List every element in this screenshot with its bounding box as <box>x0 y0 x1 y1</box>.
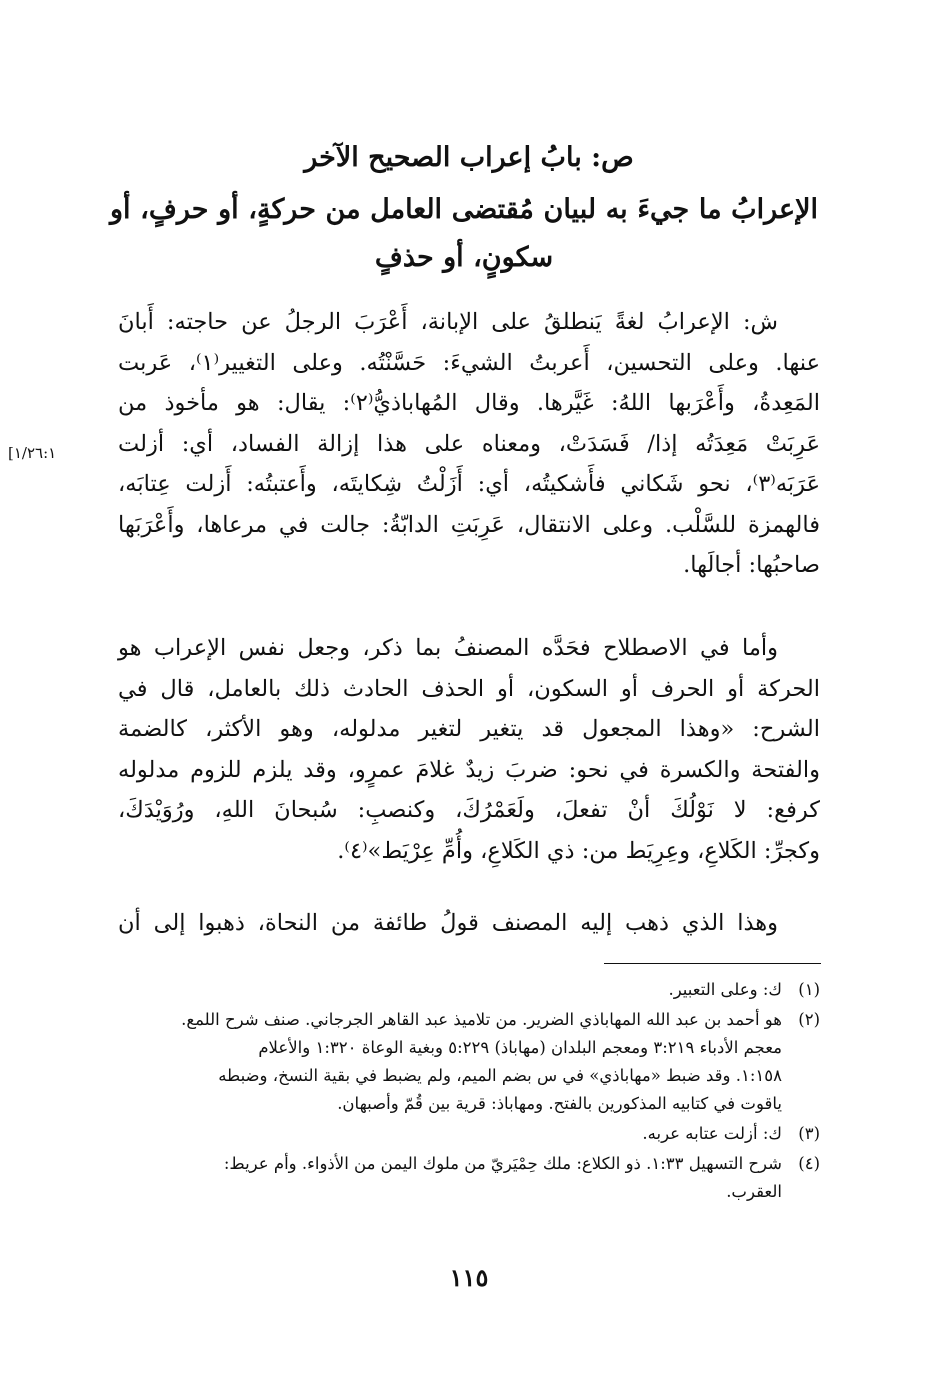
footnote-line: ك: وعلى التعبير. <box>668 980 782 999</box>
text-line: والفتحة والكسرة في نحو: ضربَ زيدٌ غلامَ عمرٍو، وقد يلزم للزوم مدلوله <box>118 756 820 783</box>
footnote <box>118 1150 820 1206</box>
text-line: الشرح: «وهذا المجعول قد يتغير لتغير مدلوله، وهو الأكثر، كالضمة <box>118 716 820 742</box>
margin-reference: [١/٢٦:١ <box>8 444 57 462</box>
footnote <box>118 1006 820 1118</box>
section-title: ص: بابُ إعراب الصحيح الآخر <box>304 142 634 173</box>
text-line: وأما في الاصطلاح فحَدَّه المصنفُ بما ذكر، وجعل نفس الإعراب هو <box>118 635 778 661</box>
text-line: عَرَبَه⁽٣⁾، نحو شَكاني فأَشكيتُه، أي: أَزَلْتُ شِكايتَه، وأَعتبتُه: أَزلت عِتابَه، <box>118 471 820 497</box>
definition-line: الإعرابُ ما جيءَ به لبيان مُقتضى العامل من حركةٍ، أو حرفٍ، أو <box>110 194 818 225</box>
page-number: ١١٥ <box>449 1263 489 1292</box>
footnote-line: شرح التسهيل ١:٣٣. ذو الكلاع: ملك حِمْيَريّ من ملوك اليمن من الأذواء. وأم عريط: <box>223 1154 782 1173</box>
definition-text <box>110 186 818 282</box>
paragraph-continuation <box>118 903 820 944</box>
text-line: صاحبُها: أجالَها. <box>683 552 820 578</box>
footnotes <box>118 976 820 1208</box>
paragraph-commentary <box>118 302 820 586</box>
footnote-number: (٢) <box>798 1010 820 1029</box>
footnote-line: هو أحمد بن عبد الله المهاباذي الضرير. من تلاميذ عبد القاهر الجرجاني. صنف شرح اللمع. <box>181 1010 782 1029</box>
footnote-line: ١:١٥٨. وقد ضبط «مهاباذي» في س بضم الميم، ولم يضبط في بقية النسخ، وضبطه <box>218 1066 782 1085</box>
definition-line: سكونٍ، أو حذفٍ <box>374 242 554 273</box>
text-line: كرفع: لا نَوْلُكَ أنْ تفعلَ، ولَعَمْرُكَ، وكنصبِ: سُبحانَ اللهِ، ورُوَيْدَكَ، <box>118 797 820 823</box>
text-line: وهذا الذي ذهب إليه المصنف قولُ طائفة من النحاة، ذهبوا إلى أن <box>118 910 778 936</box>
footnote <box>118 1120 820 1148</box>
footnote-number: (٤) <box>798 1154 820 1173</box>
text-line: عَرِبَتْ مَعِدَتُه إذا/ فَسَدَتْ، ومعناه على هذا إزالة الفساد، أي: أزلت <box>118 430 820 457</box>
text-line: عنها. وعلى التحسين، أَعربتُ الشيءَ: حَسَّنْتُه. وعلى التغيير⁽١⁾، عَربت <box>118 349 820 376</box>
text-line: المَعِدةُ، وأَعْرَبها اللهُ: غَيَّرها. وقال المُهاباذيُّ⁽٢⁾: يقال: هو مأخوذ من <box>118 390 820 416</box>
text-line: ش: الإعرابُ لغةً يَنطلقُ على الإبانة، أَعْرَبَ الرجلُ عن حاجته: أَبانَ <box>118 309 778 335</box>
footnote-line: العقرب. <box>726 1182 782 1201</box>
footnote-line: ياقوت في كتابيه المذكورين بالفتح. ومهاباذ: قرية بين قُمّ وأصبهان. <box>337 1094 782 1113</box>
paragraph-terminology <box>118 628 820 871</box>
footnote <box>118 976 820 1004</box>
footnote-number: (٣) <box>798 1124 820 1143</box>
footnote-line: ك: أزلت عتابه عربه. <box>642 1124 782 1143</box>
footnote-line: معجم الأدباء ٣:٢١٩ ومعجم البلدان (مهاباذ) ٥:٢٢٩ وبغية الوعاة ١:٣٢٠ والأعلام <box>258 1038 782 1057</box>
text-line: وكجرِّ: الكَلاعِ، وعِرِيَط من: ذي الكَلاعِ، وأُمِّ عِرْيَط»⁽٤⁾. <box>337 837 820 864</box>
footnote-divider <box>604 963 821 964</box>
text-line: فالهمزة للسَّلْب. وعلى الانتقال، عَرِبَتِ الدابّةُ: جالت في مرعاها، وأَعْرَبَها <box>118 511 820 538</box>
footnote-number: (١) <box>798 980 820 999</box>
text-line: الحركة أو الحرف أو السكون، أو الحذف الحادث ذلك بالعامل، قال في <box>118 675 820 702</box>
